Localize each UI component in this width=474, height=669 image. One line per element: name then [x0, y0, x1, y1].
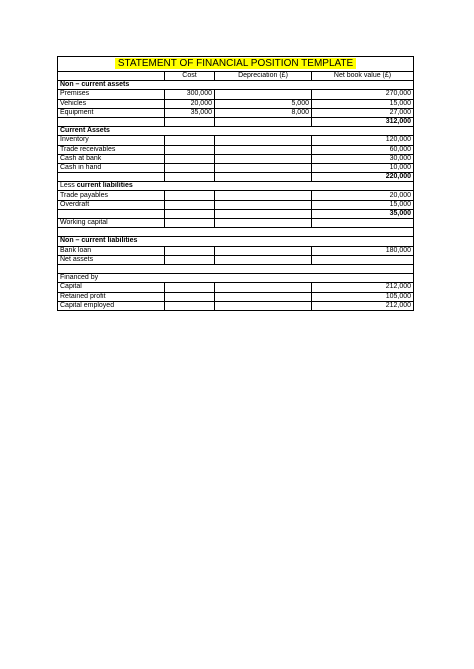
table-row [58, 81, 414, 90]
cell-net-book-value: 312,000 [312, 117, 414, 126]
cell-label: Cash at bank [58, 154, 165, 163]
cell-depreciation [215, 136, 312, 145]
cell-cost: 300,000 [165, 90, 215, 99]
header-cell-net-book-value: Net book value (£) [312, 72, 414, 81]
header-cell-label [58, 72, 165, 81]
table-row [58, 237, 414, 246]
cell-cost [165, 255, 215, 264]
cell-label [58, 209, 165, 218]
table-row [58, 117, 414, 126]
cell-label: Capital [58, 283, 165, 292]
cell-label: Premises [58, 90, 165, 99]
cell-net-book-value: 15,000 [312, 99, 414, 108]
cell-cost [165, 154, 215, 163]
cell-cost [165, 173, 215, 182]
cell-net-book-value: 10,000 [312, 163, 414, 172]
cell-cost [165, 209, 215, 218]
cell-net-book-value: 270,000 [312, 90, 414, 99]
cell-net-book-value: 220,000 [312, 173, 414, 182]
cell-depreciation [215, 90, 312, 99]
cell-depreciation [215, 163, 312, 172]
section-label-cell [58, 228, 414, 237]
table-row [58, 292, 414, 301]
cell-depreciation [215, 283, 312, 292]
financial-statement-sheet [57, 56, 413, 311]
cell-cost [165, 246, 215, 255]
cell-net-book-value [312, 255, 414, 264]
table-row [58, 127, 414, 136]
header-cell-cost: Cost [165, 72, 215, 81]
table-row [58, 283, 414, 292]
cell-depreciation [215, 246, 312, 255]
table-row [58, 246, 414, 255]
cell-net-book-value: 20,000 [312, 191, 414, 200]
cell-net-book-value: 180,000 [312, 246, 414, 255]
cell-cost [165, 191, 215, 200]
cell-label: Equipment [58, 108, 165, 117]
table-row [58, 182, 414, 191]
cell-cost: 35,000 [165, 108, 215, 117]
cell-cost [165, 117, 215, 126]
cell-label: Capital employed [58, 301, 165, 310]
table-row [58, 99, 414, 108]
cell-cost [165, 283, 215, 292]
cell-net-book-value [312, 219, 414, 228]
header-cell-depreciation: Depreciation (£) [215, 72, 312, 81]
cell-cost [165, 163, 215, 172]
cell-depreciation [215, 292, 312, 301]
section-label-cell [58, 182, 414, 191]
cell-depreciation: 5,000 [215, 99, 312, 108]
cell-depreciation [215, 173, 312, 182]
cell-cost: 20,000 [165, 99, 215, 108]
cell-label: Working capital [58, 219, 165, 228]
financial-position-table [57, 56, 414, 311]
section-label-cell: Current Assets [58, 127, 414, 136]
cell-depreciation: 8,000 [215, 108, 312, 117]
cell-cost [165, 301, 215, 310]
table-row [58, 301, 414, 310]
less-prefix: Less [60, 182, 77, 190]
table-row [58, 145, 414, 154]
title-row [58, 57, 414, 72]
statement-title: STATEMENT OF FINANCIAL POSITION TEMPLATE [115, 58, 356, 69]
cell-label: Retained profit [58, 292, 165, 301]
table-row [58, 108, 414, 117]
cell-net-book-value: 35,000 [312, 209, 414, 218]
cell-cost [165, 136, 215, 145]
cell-depreciation [215, 219, 312, 228]
cell-net-book-value: 105,000 [312, 292, 414, 301]
cell-label: Trade payables [58, 191, 165, 200]
cell-cost [165, 145, 215, 154]
cell-cost [165, 200, 215, 209]
cell-net-book-value: 60,000 [312, 145, 414, 154]
cell-label: Net assets [58, 255, 165, 264]
cell-cost [165, 292, 215, 301]
table-row [58, 255, 414, 264]
cell-label: Inventory [58, 136, 165, 145]
cell-net-book-value: 212,000 [312, 283, 414, 292]
cell-depreciation [215, 301, 312, 310]
cell-depreciation [215, 209, 312, 218]
title-cell [58, 57, 414, 72]
table-row [58, 191, 414, 200]
cell-depreciation [215, 145, 312, 154]
table-row [58, 90, 414, 99]
table-row [58, 163, 414, 172]
table-row [58, 200, 414, 209]
cell-depreciation [215, 117, 312, 126]
cell-depreciation [215, 255, 312, 264]
cell-label: Cash in hand [58, 163, 165, 172]
table-row [58, 219, 414, 228]
table-row [58, 264, 414, 273]
table-row [58, 173, 414, 182]
less-suffix: current liabilities [76, 182, 133, 190]
cell-depreciation [215, 191, 312, 200]
cell-label [58, 117, 165, 126]
table-row [58, 274, 414, 283]
cell-net-book-value: 27,000 [312, 108, 414, 117]
section-label-cell: Financed by [58, 274, 414, 283]
cell-net-book-value: 30,000 [312, 154, 414, 163]
table-row [58, 136, 414, 145]
cell-label: Trade receivables [58, 145, 165, 154]
cell-label: Bank loan [58, 246, 165, 255]
cell-net-book-value: 212,000 [312, 301, 414, 310]
cell-depreciation [215, 154, 312, 163]
cell-label: Vehicles [58, 99, 165, 108]
section-label-cell [58, 264, 414, 273]
cell-label [58, 173, 165, 182]
cell-net-book-value: 15,000 [312, 200, 414, 209]
table-row [58, 209, 414, 218]
table-row [58, 228, 414, 237]
cell-depreciation [215, 200, 312, 209]
cell-label: Overdraft [58, 200, 165, 209]
cell-net-book-value: 120,000 [312, 136, 414, 145]
table-row [58, 154, 414, 163]
cell-cost [165, 219, 215, 228]
section-label-cell: Non – current liabilities [58, 237, 414, 246]
section-label-cell: Non – current assets [58, 81, 414, 90]
header-row [58, 72, 414, 81]
